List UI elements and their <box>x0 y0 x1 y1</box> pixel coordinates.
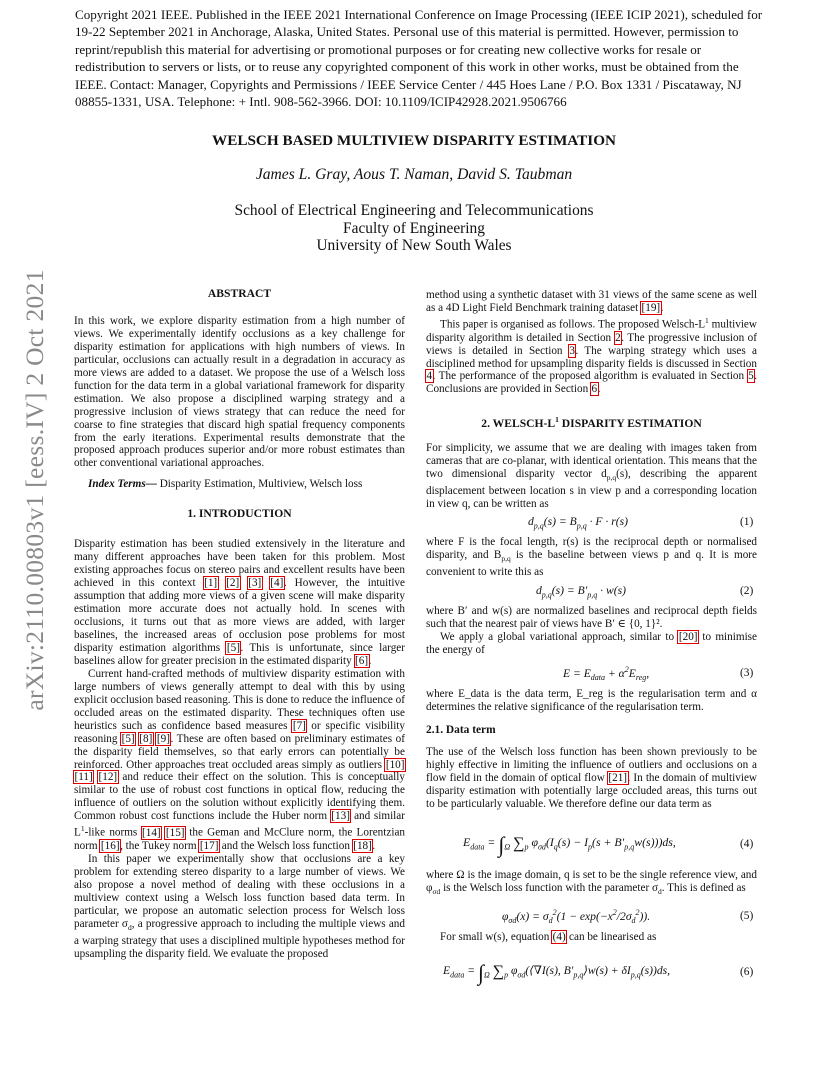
equation-3: $E = E_{data} + \alpha^2E_{reg}$, <box>563 665 650 683</box>
intro-paragraph-2: Current hand-crafted methods of multiview disparity estimation with large numbers of views generally attempt to deal with this by using explicit occlusion based reasoning. This is done to reduce the influence of occluded areas on the estimated disparity. These techniques often use heuristics such as confidence based measures [7] or specific visibility reasoning [5] [8] [9]. These are often based on preliminary estimates of the disparity field themselves, so that early errors can potentially be reinforced. Other approaches treat occluded areas simply as outliers [10] [11] [12] and reduce their effect on the solution. This is conceptually similar to the use of robust cost functions in optical flow, reducing the influence of outliers on the solution without explicitly identifying them. Common robust cost functions include the Huber norm [13] and similar $L^1$-like norms [14] [15] the Geman and McClure norm, the Lorentzian norm [16], the Tukey norm [17] and the Welsch loss function [18]. <box>74 667 406 852</box>
affiliation-line: School of Electrical Engineering and Telecommunications <box>234 202 594 219</box>
col2-paragraph-4: where F is the focal length, r(s) is the reciprocal depth or normalised disparity, and $B_{p,q}$ is the baseline between views p and q. It is more convenient to write this as <box>426 536 757 579</box>
right-column <box>426 289 757 396</box>
copyright-notice: Copyright 2021 IEEE. Published in the IEEE 2021 International Conference on Image Processing (IEEE ICIP 2021), scheduled for 19-22 September 2021 in Anchorage, Alaska, United States. Personal use of this material is permitted. However, permission to reprint/republish this material for advertising or promotional purposes or for creating new collective works for resale or redistribution to servers or lists, or to reuse any copyrighted component of this work in other works, must be obtained from the IEEE. Contact: Manager, Copyrights and Permissions / IEEE Service Center / 445 Hoes Lane / P.O. Box 1331 / Piscataway, NJ 08855-1331, USA. Telephone: + Intl. 908-562-3966. DOI: 10.1109/ICIP42928.2021.9506766 <box>75 7 763 110</box>
citation-link[interactable]: [9] <box>156 732 170 745</box>
section-link[interactable]: 4 <box>426 370 433 383</box>
citation-link[interactable]: [4] <box>270 577 284 590</box>
subsection-2-1 <box>426 724 757 737</box>
citation-link[interactable]: [5] <box>121 732 135 745</box>
col2-paragraph-6: We apply a global variational approach, similar to [20] to minimise the energy of <box>426 630 757 656</box>
col2-paragraph-2: This paper is organised as follows. The proposed Welsch-$L^1$ multiview disparity algorithm is detailed in Section 2. The progressive inclusion of views is detailed in Section 3. The warping strategy which uses a disciplined method for upsampling disparity fields is discussed in Section 4. The performance of the proposed algorithm is evaluated in Section 5. Conclusions are provided in Section 6. <box>426 315 758 396</box>
data-term-text <box>426 746 757 811</box>
equation-6: $E_{data} = \int_\Omega$ $\sum_p$ $\varphi_{\sigma d}(⟨\nabla I(s)$, $B'_{p,q}⟩w(s) + \delta I_{p,q}(s))ds$, <box>443 960 671 985</box>
equation-number: (6) <box>740 966 754 978</box>
affiliation <box>0 202 828 255</box>
citation-link[interactable]: [14] <box>142 827 161 839</box>
left-column <box>74 288 405 961</box>
section-link[interactable]: 2 <box>615 331 621 344</box>
abstract-text: In this work, we explore disparity estimation from a high number of views. We experimentally identify occlusions as a key challenge for disparity estimation for applications with high numbers of views. In particular, occlusions can actually result in a degradation in accuracy as more views are added to a dataset. We propose the use of a Welsch loss function for the data term in a global variational framework for disparity estimation. We also propose a disciplined warping strategy and a progressive inclusion of views strategy that can reduce the need for coarse to fine strategies that discard high spatial frequency components from the early iterations. Experimental results demonstrate that the proposed approach produces superior and/or more robust estimates than other conventional variational approaches. <box>74 314 405 470</box>
citation-link[interactable]: [10] <box>385 758 405 771</box>
equation-1: $d_{p,q}(s) = B_{p,q} \cdot F \cdot r(s)$ <box>528 515 628 531</box>
col2-paragraph-10: For small w(s), equation (4) can be linearised as <box>440 931 657 943</box>
abstract-heading: ABSTRACT <box>207 287 272 300</box>
subsection-heading: 2.1. Data term <box>426 724 496 736</box>
equation-4: $E_{data} = \int_\Omega$ $\sum_p$ $\varphi_{\sigma d}(I_q(s) - I_p(s + B'_{p,q}w(s)))ds$, <box>463 832 676 857</box>
equation-2: $d_{p,q}(s) = B'_{p,q} \cdot w(s)$ <box>536 584 626 600</box>
equation-4-explanation <box>426 869 757 899</box>
col2-paragraph-9: where Ω is the image domain, q is set to be the single reference view, and $\varphi_{\sigma d}$ is the Welsch loss function with the parameter $\sigma_d$. This is defined as <box>426 869 757 897</box>
section-link[interactable]: 3 <box>569 344 575 357</box>
citation-link[interactable]: [5] <box>226 641 240 654</box>
index-terms <box>74 478 405 491</box>
equation-5: $\varphi_{\sigma d}(x) = \sigma_d^2(1 - \exp(-x^2/2\sigma_d^2))$. <box>502 908 651 926</box>
equation-2-explanation <box>426 605 757 657</box>
citation-link[interactable]: [11] <box>74 771 93 784</box>
col2-paragraph-7: where E_data is the data term, E_reg is the regularisation term and α determines the relative significance of the regularisation term. <box>426 688 757 713</box>
equation-number: (5) <box>740 910 754 922</box>
citation-link[interactable]: [3] <box>248 577 262 590</box>
section-2-heading-wrap <box>426 414 757 431</box>
citation-link[interactable]: [18] <box>353 839 372 852</box>
citation-link[interactable]: [13] <box>331 810 350 823</box>
paper-title: WELSCH BASED MULTIVIEW DISPARITY ESTIMATION <box>212 132 616 149</box>
equation-link[interactable]: (4) <box>552 931 566 943</box>
section-2-heading: 2. WELSCH-$L^1$ DISPARITY ESTIMATION <box>481 415 702 430</box>
equation-1-explanation <box>426 536 757 579</box>
citation-link[interactable]: [17] <box>199 839 219 852</box>
equation-number: (3) <box>740 667 754 679</box>
citation-link[interactable]: [15] <box>165 827 185 839</box>
col2-paragraph-8: The use of the Welsch loss function has been shown previously to be highly effective in limiting the influence of outliers and occlusions on a flow field in the domain of optical flow [21]. In the domain of multiview disparity estimation with potentially large occluded areas, this turns out to be particularly valuable. We therefore define our data term as <box>426 746 757 810</box>
section-link[interactable]: 5 <box>748 370 754 383</box>
citation-link[interactable]: [1] <box>204 577 218 590</box>
citation-link[interactable]: [12] <box>98 771 118 784</box>
citation-link[interactable]: [7] <box>292 719 306 732</box>
col2-paragraph-5: where B′ and w(s) are normalized baselines and reciprocal depth fields such that the nearest pair of views have B′ ∈ {0, 1}². <box>426 605 757 630</box>
citation-link[interactable]: [8] <box>139 732 153 745</box>
index-terms-text: Disparity Estimation, Multiview, Welsch loss <box>156 478 363 491</box>
citation-link[interactable]: [21] <box>608 771 628 784</box>
col2-paragraph-1: method using a synthetic dataset with 31 views of the same scene as well as a 4D Light Field Benchmark training dataset [19]. <box>426 289 757 314</box>
citation-link[interactable]: [16] <box>100 839 120 852</box>
section-2-intro <box>426 442 757 511</box>
col2-paragraph-3: For simplicity, we assume that we are dealing with images taken from cameras that are co-planar, with identical orientation. This means that the two dimensional disparity vector $d_{p,q}(s)$, describing the apparent displacement between location s in view p and a corresponding location in view q, can be written as <box>426 442 757 511</box>
intro-paragraph-1: Disparity estimation has been studied extensively in the literature and many different approaches have been taken for this problem. Most existing approaches focus on stereo pairs and excellent results have been achieved in this context [1] [2] [3] [4]. However, the intuitive assumption that adding more views of a given scene will make disparity estimation more accurate does not actually hold. In scenes with occlusions, it turns out that as more views are added, with larger baselines, the increased areas of occlusion pose problems for most disparity estimation algorithms [5]. This is unfortunate, since larger baselines allow for greater precision in the estimated disparity [6]. <box>74 538 405 667</box>
equation-number: (1) <box>740 516 754 528</box>
index-terms-label: Index Terms— <box>88 478 157 491</box>
citation-link[interactable]: [20] <box>678 630 698 643</box>
arxiv-stamp: arXiv:2110.00803v1 [eess.IV] 2 Oct 2021 <box>20 269 49 711</box>
equation-3-explanation <box>426 688 757 714</box>
affiliation-line: Faculty of Engineering <box>343 219 485 237</box>
citation-link[interactable]: [19] <box>641 301 661 314</box>
linearise-text <box>426 931 757 944</box>
affiliation-line: University of New South Wales <box>316 237 512 254</box>
intro-paragraph-3: In this paper we experimentally show that occlusions are a key problem for extending stereo disparity to a large number of views. We also propose a novel method of dealing with these occlusions in a multiview context using a Welsch loss function based data term. In particular, we propose an automatic selection process for Welsch loss parameter $\sigma_d$, a progressive approach to including the multiple views and a warping strategy that uses a disciplined multiple hypotheses method for upsampling the disparity field. We evaluate the proposed <box>74 852 405 960</box>
section-link[interactable]: 6 <box>591 383 598 396</box>
equation-number: (2) <box>740 585 754 597</box>
equation-number: (4) <box>740 838 754 850</box>
citation-link[interactable]: [2] <box>226 577 240 590</box>
section-1-heading: 1. INTRODUCTION <box>187 507 292 521</box>
citation-link[interactable]: [6] <box>355 654 369 667</box>
paper-authors: James L. Gray, Aous T. Naman, David S. Taubman <box>255 166 573 183</box>
